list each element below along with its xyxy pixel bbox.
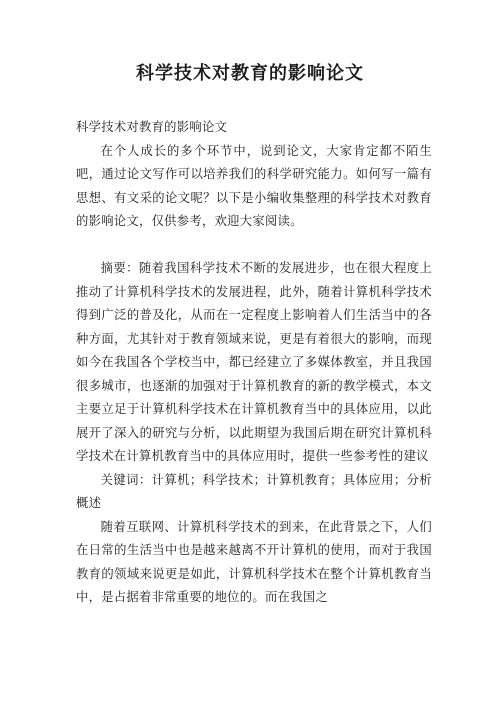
abstract-paragraph: 摘要：随着我国科学技术不断的发展进步，也在很大程度上推动了计算机科学技术的发展进程，此外，随着计算机科学技术得到广泛的普及化，从而在一定程度上影响着人们生活当中的各种方面，尤其针对于教育领域来说，更是有着很大的影响，而现如今在我国各个学校当中，都已经建立了多媒体教室，并且我国很多城市，也逐渐的加强对于计算机教育的新的教学模式，本文主要立足于计算机科学技术在计算机教育当中的具体应用，以此展开了深入的研究与分析，以此期望为我国后期在研究计算机科学技术在计算机教育当中的具体应用时，提供一些参考性的建议 bbox=[76, 261, 432, 463]
intro-paragraph: 在个人成长的多个环节中，说到论文，大家肯定都不陌生吧，通过论文写作可以培养我们的科学研究能力。如何写一篇有思想、有文采的论文呢？以下是小编收集整理的科学技术对教育的影响论文，仅供参考，欢迎大家阅读。 bbox=[76, 143, 432, 228]
keywords-paragraph: 关键词：计算机；科学技术；计算机教育；具体应用；分析概述 bbox=[76, 472, 432, 510]
document-body bbox=[76, 116, 432, 610]
document-subtitle: 科学技术对教育的影响论文 bbox=[76, 120, 228, 134]
paragraph-spacer bbox=[76, 234, 432, 258]
body-paragraph: 随着互联网、计算机科学技术的到来，在此背景之下，人们在日常的生活当中也是越来越离不开计算机的使用，而对于我国教育的领域来说更是如此，计算机科学技术在整个计算机教育当中，是占据着非常重要的地位的。而在我国之 bbox=[76, 519, 432, 604]
document-title: 科学技术对教育的影响论文 bbox=[136, 63, 364, 84]
